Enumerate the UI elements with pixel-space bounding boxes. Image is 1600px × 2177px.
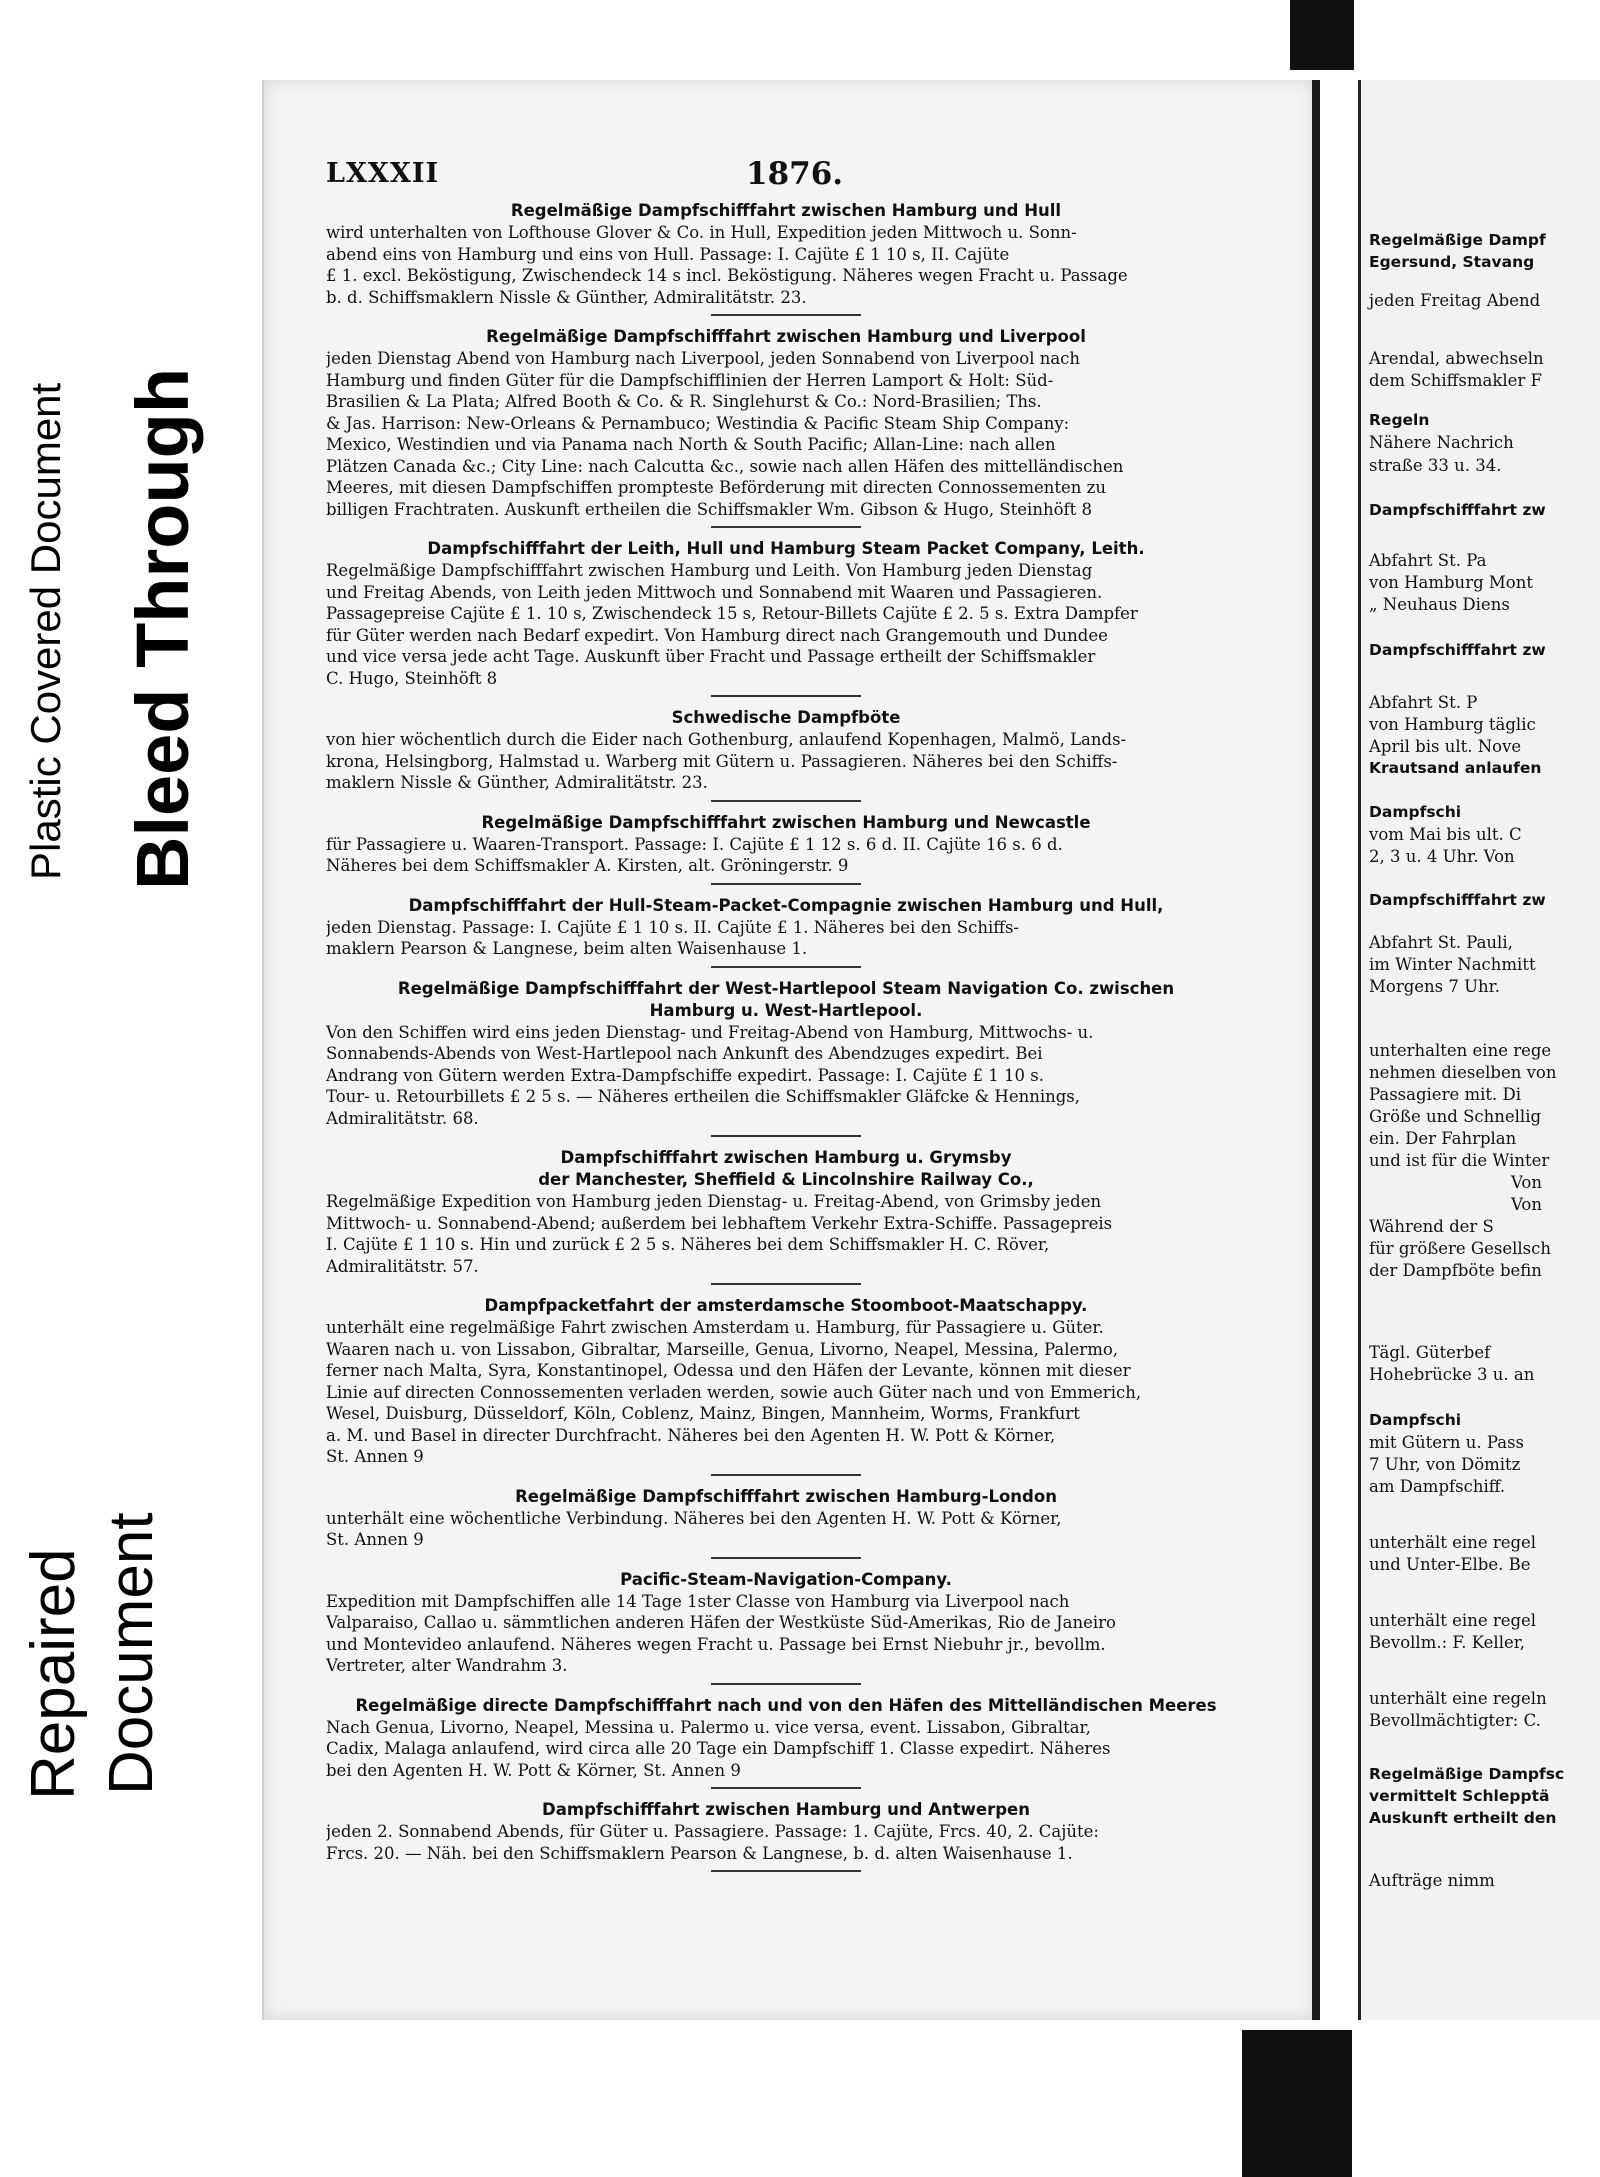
notice-text-line: I. Cajüte £ 1 10 s. Hin und zurück £ 2 5 s. Näheres bei dem Schiffsmakler H. C. Röver,: [326, 1235, 1050, 1254]
notice-title: Pacific-Steam-Navigation-Company.: [620, 1569, 952, 1589]
notice-text-line: jeden 2. Sonnabend Abends, für Güter u. Passagiere. Passage: 1. Cajüte, Frcs. 40, 2. Cajüte:: [326, 1822, 1099, 1841]
adjacent-page-text: Krautsand anlaufen: [1369, 759, 1542, 777]
section-divider: [711, 800, 861, 802]
adjacent-page-text: Abfahrt St. P: [1369, 693, 1478, 712]
notice-text-line: jeden Dienstag. Passage: I. Cajüte £ 1 10 s. II. Cajüte £ 1. Näheres bei den Schiffs-: [326, 917, 1019, 937]
shipping-notice: [326, 200, 1246, 316]
notice-text-line: Linie auf directen Connossementen verladen werden, sowie auch Güter nach und von Emmerich,: [326, 1382, 1142, 1402]
section-divider: [711, 1557, 861, 1559]
notice-text-line: Nach Genua, Livorno, Neapel, Messina u. Palermo u. vice versa, event. Lissabon, Gibraltar,: [326, 1717, 1091, 1737]
page-number: LXXXII: [326, 158, 440, 189]
adjacent-page-text: Bevollmächtigter: C.: [1369, 1711, 1541, 1730]
notice-text-line: St. Annen 9: [326, 1447, 424, 1466]
adjacent-page-text: Größe und Schnellig: [1369, 1107, 1542, 1126]
adjacent-page-text: Aufträge nimm: [1369, 1871, 1495, 1890]
adjacent-page-text: Von: [1511, 1173, 1542, 1192]
notice-text-line: Regelmäßige Dampfschifffahrt zwischen Hamburg und Leith. Von Hamburg jeden Dienstag: [326, 561, 1093, 580]
notice-text-line: Wesel, Duisburg, Düsseldorf, Köln, Coblenz, Mainz, Bingen, Mannheim, Worms, Frankfurt: [326, 1404, 1080, 1423]
adjacent-page-fragment: [1358, 80, 1600, 2020]
adjacent-page-text: Regelmäßige Dampfsc: [1369, 1765, 1565, 1783]
shipping-notice: [326, 326, 1246, 528]
shipping-notice: [326, 1799, 1246, 1872]
adjacent-page-text: vom Mai bis ult. C: [1369, 825, 1522, 844]
adjacent-page-text: Abfahrt St. Pa: [1369, 551, 1487, 570]
adjacent-page-text: „ Neuhaus Diens: [1369, 595, 1510, 614]
adjacent-page-text: Dampfschifffahrt zw: [1369, 501, 1546, 519]
page-header: [326, 158, 1246, 198]
notice-text-line: krona, Helsingborg, Halmstad u. Warberg mit Gütern u. Passagieren. Näheres bei den Schiffs-: [326, 751, 1118, 771]
notice-text-line: Admiralitätstr. 57.: [326, 1256, 479, 1276]
adjacent-page-text: Regelmäßige Dampf: [1369, 231, 1546, 249]
section-divider: [711, 1787, 861, 1789]
section-divider: [711, 1683, 861, 1685]
adjacent-page-text: vermittelt Schlepptä: [1369, 1787, 1550, 1805]
adjacent-page-text: 7 Uhr, von Dömitz: [1369, 1455, 1521, 1474]
adjacent-page-text: Regeln: [1369, 411, 1430, 429]
notice-text-line: Von den Schiffen wird eins jeden Dienstag- und Freitag-Abend von Hamburg, Mittwochs- u.: [326, 1022, 1094, 1042]
notice-text-line: unterhält eine regelmäßige Fahrt zwischen Amsterdam u. Hamburg, für Passagiere u. Güter.: [326, 1318, 1104, 1337]
notice-text-line: & Jas. Harrison: New-Orleans & Pernambuco; Westindia & Pacific Steam Ship Company:: [326, 413, 1070, 433]
shipping-notice: [326, 707, 1246, 802]
section-divider: [711, 1135, 861, 1137]
adjacent-page-text: Bevollm.: F. Keller,: [1369, 1633, 1526, 1652]
notice-text-line: Meeres, mit diesen Dampfschiffen prompteste Beförderung mit directen Connossementen zu: [326, 478, 1106, 497]
notice-text-line: Regelmäßige Expedition von Hamburg jeden Dienstag- u. Freitag-Abend, von Grimsby jeden: [326, 1192, 1102, 1211]
notice-title: Regelmäßige Dampfschifffahrt zwischen Hamburg und Liverpool: [486, 327, 1086, 346]
notice-title: Dampfschifffahrt der Hull-Steam-Packet-Compagnie zwischen Hamburg und Hull,: [408, 895, 1164, 915]
notice-title: Regelmäßige Dampfschifffahrt zwischen Hamburg-London: [515, 1486, 1057, 1506]
adjacent-page-text: Dampfschi: [1369, 1411, 1462, 1429]
section-divider: [711, 1870, 861, 1872]
adjacent-page-text: jeden Freitag Abend: [1369, 291, 1541, 310]
notice-text-line: bei den Agenten H. W. Pott & Körner, St. Annen 9: [326, 1760, 741, 1780]
notice-text-line: Brasilien & La Plata; Alfred Booth & Co. & R. Singlehurst & Co.: Nord-Brasilien; Ths.: [326, 392, 1042, 411]
notice-text-line: und Freitag Abends, von Leith jeden Mittwoch und Sonnabend mit Waaren und Passagieren.: [326, 582, 1103, 602]
adjacent-page-text: Hohebrücke 3 u. an: [1369, 1365, 1535, 1384]
adjacent-page-text: unterhält eine regel: [1369, 1533, 1537, 1552]
notice-text-line: und vice versa jede acht Tage. Auskunft über Fracht und Passage ertheilt der Schiffsmakler: [326, 647, 1096, 666]
adjacent-page-text: straße 33 u. 34.: [1369, 456, 1502, 475]
adjacent-page-text: unterhalten eine rege: [1369, 1041, 1552, 1060]
adjacent-page-text: Abfahrt St. Pauli,: [1369, 933, 1513, 952]
adjacent-page-text: Nähere Nachrich: [1369, 433, 1514, 452]
section-divider: [711, 1283, 861, 1285]
shipping-notice: [326, 1147, 1246, 1285]
adjacent-page-text: Egersund, Stavang: [1369, 253, 1535, 271]
adjacent-page-text: Während der S: [1369, 1217, 1494, 1236]
notice-title: Schwedische Dampfböte: [671, 708, 901, 727]
repaired-label: Repaired: [19, 1548, 88, 1800]
adjacent-page-text: April bis ult. Nove: [1369, 737, 1522, 756]
notice-title: Regelmäßige Dampfschifffahrt der West-Hartlepool Steam Navigation Co. zwischen: [397, 978, 1175, 998]
notice-text-line: abend eins von Hamburg und eins von Hull. Passage: I. Cajüte £ 1 10 s, II. Cajüte: [326, 244, 1010, 264]
notice-text-line: £ 1. excl. Beköstigung, Zwischendeck 14 s incl. Beköstigung. Näheres wegen Fracht u. Passage: [326, 266, 1128, 285]
notice-text-line: Expedition mit Dampfschiffen alle 14 Tage 1ster Classe von Hamburg via Liverpool nach: [326, 1591, 1070, 1611]
notice-text-line: von hier wöchentlich durch die Eider nach Gothenburg, anlaufend Kopenhagen, Malmö, Lands-: [326, 730, 1127, 749]
section-divider: [711, 966, 861, 968]
notice-text-line: Waaren nach u. von Lissabon, Gibraltar, Marseille, Genua, Livorno, Neapel, Messina, Palermo,: [326, 1339, 1119, 1359]
document-label: Document: [97, 1512, 166, 1795]
plastic-covered-label: Plastic Covered Document: [22, 382, 69, 880]
adjacent-page-text: am Dampfschiff.: [1369, 1477, 1506, 1496]
shipping-notice: [326, 1695, 1246, 1790]
adjacent-page-text: Dampfschifffahrt zw: [1369, 891, 1546, 909]
section-divider: [711, 526, 861, 528]
binding-strip-top: [1290, 0, 1354, 70]
notice-text-line: für Passagiere u. Waaren-Transport. Passage: I. Cajüte £ 1 12 s. 6 d. II. Cajüte 16 s. 6 d.: [326, 834, 1063, 854]
notice-title: Regelmäßige directe Dampfschifffahrt nach und von den Häfen des Mittelländischen Meeres: [355, 1695, 1217, 1715]
adjacent-page-text: für größere Gesellsch: [1369, 1239, 1551, 1258]
notice-text-line: maklern Nissle & Günther, Admiralitätstr. 23.: [326, 773, 708, 792]
adjacent-page-text: Dampfschifffahrt zw: [1369, 641, 1546, 659]
section-divider: [711, 1474, 861, 1476]
notice-text-line: b. d. Schiffsmaklern Nissle & Günther, Admiralitätstr. 23.: [326, 287, 807, 307]
notice-text-line: und Montevideo anlaufend. Näheres wegen Fracht u. Passage bei Ernst Niebuhr jr., bevollm.: [326, 1634, 1106, 1654]
notice-text-line: Andrang von Gütern werden Extra-Dampfschiffe expedirt. Passage: I. Cajüte £ 1 10 s.: [326, 1065, 1044, 1085]
adjacent-page-text: unterhält eine regel: [1369, 1611, 1537, 1630]
adjacent-page-text: von Hamburg Mont: [1369, 573, 1533, 592]
notice-text-line: Cadix, Malaga anlaufend, wird circa alle 20 Tage ein Dampfschiff 1. Classe expedirt. Näheres: [326, 1739, 1111, 1758]
adjacent-page-text: im Winter Nachmitt: [1369, 955, 1536, 974]
section-divider: [711, 314, 861, 316]
adjacent-page-text: Dampfschi: [1369, 803, 1462, 821]
adjacent-page-text: nehmen dieselben von: [1369, 1063, 1557, 1082]
adjacent-page-text: mit Gütern u. Pass: [1369, 1433, 1525, 1452]
notice-text-line: Admiralitätstr. 68.: [326, 1108, 479, 1128]
notice-text-line: C. Hugo, Steinhöft 8: [326, 668, 498, 688]
page-year: 1876.: [746, 156, 844, 192]
adjacent-page-text: dem Schiffsmakler F: [1369, 371, 1542, 390]
notice-text-line: Tour- u. Retourbillets £ 2 5 s. — Näheres ertheilen die Schiffsmakler Gläfcke & Hennings,: [326, 1087, 1081, 1106]
notice-title: Dampfschifffahrt zwischen Hamburg und Antwerpen: [542, 1800, 1030, 1819]
adjacent-page-text: ein. Der Fahrplan: [1369, 1129, 1517, 1148]
notice-text-line: für Güter werden nach Bedarf expedirt. Von Hamburg direct nach Grangemouth und Dundee: [326, 625, 1108, 645]
notice-text-line: Mexico, Westindien und via Panama nach North & South Pacific; Allan-Line: nach allen: [326, 435, 1056, 454]
shipping-notice: [326, 1295, 1246, 1476]
page-content: [326, 200, 1246, 1882]
shipping-notice: [326, 895, 1246, 968]
section-divider: [711, 883, 861, 885]
notice-text-line: Frcs. 20. — Näh. bei den Schiffsmaklern Pearson & Langnese, b. d. alten Waisenhause 1.: [326, 1843, 1073, 1863]
adjacent-page-text: Tägl. Güterbef: [1369, 1343, 1491, 1362]
notice-title: Regelmäßige Dampfschifffahrt zwischen Hamburg und Newcastle: [481, 812, 1091, 832]
page-edge-shadow: [1312, 80, 1320, 2020]
notice-title: der Manchester, Sheffield & Lincolnshire Railway Co.,: [538, 1170, 1034, 1189]
notice-text-line: Valparaiso, Callao u. sämmtlichen anderen Häfen der Westküste Süd-Amerikas, Rio de Janeiro: [326, 1613, 1116, 1632]
adjacent-page-text: 2, 3 u. 4 Uhr. Von: [1369, 847, 1515, 866]
notice-text-line: Passagepreise Cajüte £ 1. 10 s, Zwischendeck 15 s, Retour-Billets Cajüte £ 2. 5 s. Extra Dampfer: [326, 604, 1138, 623]
notice-text-line: wird unterhalten von Lofthouse Glover & Co. in Hull, Expedition jeden Mittwoch u. Sonn-: [326, 223, 1077, 242]
adjacent-page-text: und ist für die Winter: [1369, 1151, 1550, 1170]
shipping-notice: [326, 812, 1246, 885]
shipping-notice: [326, 1486, 1246, 1559]
notice-text-line: billigen Frachtraten. Auskunft ertheilen die Schiffsmakler Wm. Gibson & Hugo, Steinhöft 8: [326, 499, 1092, 519]
shipping-notice: [326, 538, 1246, 697]
section-divider: [711, 695, 861, 697]
notice-text-line: maklern Pearson & Langnese, beim alten Waisenhause 1.: [326, 939, 808, 958]
notice-text-line: Sonnabends-Abends von West-Hartlepool nach Ankunft des Abendzuges expedirt. Bei: [326, 1044, 1043, 1063]
notice-title: Regelmäßige Dampfschifffahrt zwischen Hamburg und Hull: [510, 201, 1062, 220]
bleed-through-label: Bleed Through: [121, 367, 204, 890]
adjacent-page-text: der Dampfböte befin: [1369, 1261, 1542, 1280]
notice-text-line: St. Annen 9: [326, 1530, 424, 1549]
binding-strip-bottom: [1242, 2030, 1352, 2177]
notice-text-line: unterhält eine wöchentliche Verbindung. Näheres bei den Agenten H. W. Pott & Körner,: [326, 1508, 1062, 1528]
notice-text-line: Mittwoch- u. Sonnabend-Abend; außerdem bei lebhaftem Verkehr Extra-Schiffe. Passagepreis: [326, 1213, 1113, 1233]
notice-text-line: a. M. und Basel in directer Durchfracht. Näheres bei den Agenten H. W. Pott & Körner,: [326, 1425, 1056, 1445]
notice-text-line: jeden Dienstag Abend von Hamburg nach Liverpool, jeden Sonnabend von Liverpool nach: [326, 349, 1081, 368]
notice-title: Dampfpacketfahrt der amsterdamsche Stoomboot-Maatschappy.: [484, 1296, 1088, 1315]
adjacent-page-text: Morgens 7 Uhr.: [1369, 977, 1500, 996]
notice-text-line: ferner nach Malta, Syra, Konstantinopel, Odessa und den Häfen der Levante, können mit dieser: [326, 1361, 1131, 1380]
notice-text-line: Plätzen Canada &c.; City Line: nach Calcutta &c., sowie nach allen Häfen des mittelländischen: [326, 456, 1124, 476]
adjacent-page-text: von Hamburg täglic: [1369, 715, 1536, 734]
adjacent-page-text: Passagiere mit. Di: [1369, 1085, 1522, 1104]
shipping-notice: [326, 978, 1246, 1138]
shipping-notice: [326, 1569, 1246, 1685]
scanned-page: [262, 80, 1314, 2020]
adjacent-page-text: und Unter-Elbe. Be: [1369, 1555, 1531, 1574]
notice-text-line: Hamburg und finden Güter für die Dampfschifflinien der Herren Lamport & Holt: Süd-: [326, 370, 1054, 390]
notice-title: Dampfschifffahrt zwischen Hamburg u. Grymsby: [560, 1148, 1012, 1167]
adjacent-page-text: Auskunft ertheilt den: [1369, 1809, 1557, 1827]
adjacent-page-text: unterhält eine regeln: [1369, 1689, 1547, 1708]
notice-title: Dampfschifffahrt der Leith, Hull und Hamburg Steam Packet Company, Leith.: [427, 539, 1145, 558]
adjacent-page-text: Von: [1511, 1195, 1542, 1214]
notice-text-line: Vertreter, alter Wandrahm 3.: [326, 1656, 568, 1675]
adjacent-page-text: Arendal, abwechseln: [1369, 349, 1544, 368]
notice-text-line: Näheres bei dem Schiffsmakler A. Kirsten, alt. Gröningerstr. 9: [326, 856, 849, 875]
notice-title: Hamburg u. West-Hartlepool.: [649, 1000, 923, 1020]
